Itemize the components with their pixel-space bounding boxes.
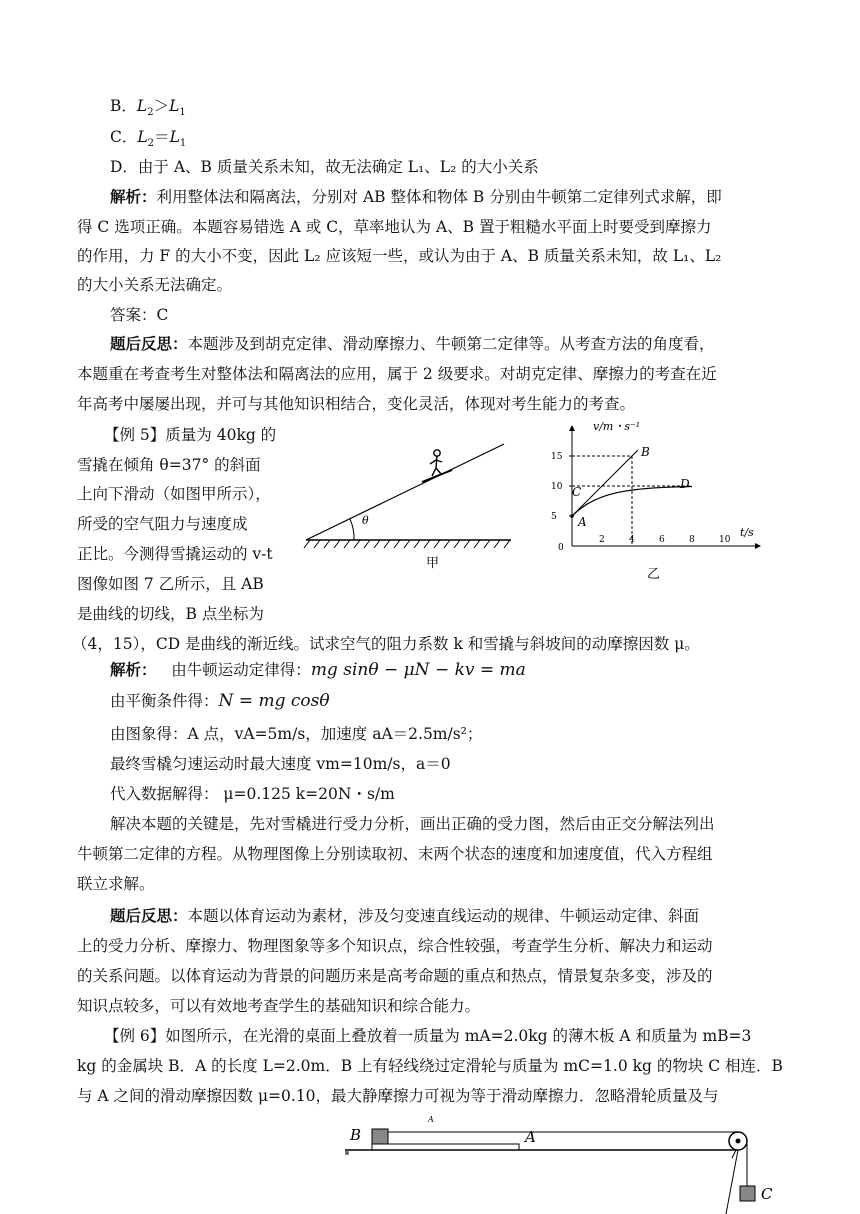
ex5-line-6: 图像如图 7 乙所示，且 AB bbox=[77, 575, 264, 593]
analysis-line-4: 的大小关系无法确定。 bbox=[77, 276, 233, 294]
block-c bbox=[740, 1186, 755, 1201]
xtick-10: 10 bbox=[719, 535, 731, 545]
figure-jia-caption: 甲 bbox=[426, 556, 440, 571]
board-a bbox=[372, 1144, 519, 1150]
analysis-line-3: 的作用，力 F 的大小不变，因此 L₂ 应该短一些，或认为由于 A、B 质量关系未知，故 L₁、L₂ bbox=[77, 247, 722, 265]
reflection-line-1: 题后反思：本题涉及到胡克定律、滑动摩擦力、牛顿第二定律等。从考查方法的角度看， bbox=[110, 334, 715, 353]
xtick-4: 4 bbox=[629, 535, 635, 545]
reflection-line-2: 本题重在考查考生对整体法和隔离法的应用，属于 2 级要求。对胡克定律、摩擦力的考查在近 bbox=[77, 365, 717, 383]
point-c-label: C bbox=[572, 485, 582, 499]
ytick-10: 10 bbox=[551, 482, 563, 492]
solution-line-2: 由平衡条件得：N = mg cosθ bbox=[110, 691, 330, 711]
key-line-3: 联立求解。 bbox=[77, 875, 155, 893]
solution-line-5: 代入数据解得： μ=0.125 k=20N・s/m bbox=[110, 785, 395, 803]
theta-label: θ bbox=[362, 514, 369, 527]
label-c: C bbox=[761, 1185, 773, 1203]
xtick-8: 8 bbox=[689, 535, 695, 545]
reflection2-line-3: 的关系问题。以体育运动为背景的问题历来是高考命题的重点和热点，情景复杂多变，涉及的 bbox=[77, 967, 713, 985]
key-line-2: 牛顿第二定律的方程。从物理图像上分别读取初、末两个状态的速度和加速度值，代入方程组 bbox=[77, 845, 713, 863]
ex5-line-4: 所受的空气阻力与速度成 bbox=[77, 515, 248, 533]
point-b-label: B bbox=[641, 445, 650, 459]
ytick-5: 5 bbox=[551, 512, 557, 522]
vt-graph bbox=[548, 418, 768, 583]
reflection2-line-1: 题后反思：本题以体育运动为素材，涉及匀变速直线运动的规律、牛顿运动定律、斜面 bbox=[110, 906, 700, 925]
ex5-line-5: 正比。今测得雪撬运动的 v-t bbox=[77, 545, 273, 563]
y-axis-label: v/m・s⁻¹ bbox=[593, 420, 641, 433]
pulley-figure bbox=[340, 1112, 780, 1214]
ex6-line-3: 与 A 之间的滑动摩擦因数 μ=0.10，最大静摩擦力可视为等于滑动摩擦力．忽略滑轮质量及与 bbox=[77, 1087, 719, 1105]
label-a: A bbox=[525, 1128, 536, 1146]
label-b: B bbox=[350, 1126, 362, 1144]
skier-icon bbox=[422, 450, 452, 482]
analysis-line-2: 得 C 选项正确。本题容易错选 A 或 C，草率地认为 A、B 置于粗糙水平面上时要受到摩擦力 bbox=[77, 218, 712, 236]
xtick-6: 6 bbox=[659, 535, 665, 545]
incline-figure bbox=[296, 440, 526, 575]
option-d: D．由于 A、B 质量关系未知，故无法确定 L₁、L₂ 的大小关系 bbox=[110, 158, 539, 176]
reflection2-line-4: 知识点较多，可以有效地考查学生的基础知识和综合能力。 bbox=[77, 997, 481, 1015]
solution-line-1: 解析： 由牛顿运动定律得：mg sinθ − μN − kv = ma bbox=[110, 660, 526, 680]
solution-line-3: 由图象得：A 点，vA=5m/s，加速度 aA＝2.5m/s²； bbox=[110, 725, 483, 743]
point-d-label: D bbox=[680, 477, 690, 491]
ex5-line-8: （4，15），CD 是曲线的渐近线。试求空气的阻力系数 k 和雪撬与斜坡间的动摩擦因数 μ。 bbox=[72, 635, 700, 653]
option-b: B．$L_2>L_1$ bbox=[110, 97, 186, 119]
ex5-line-3: 上向下滑动（如图甲所示）， bbox=[77, 485, 271, 503]
ex5-line-7: 是曲线的切线，B 点坐标为 bbox=[77, 605, 264, 623]
reflection-line-3: 年高考中屡屡出现，并可与其他知识相结合，变化灵活，体现对考生能力的考查。 bbox=[77, 395, 636, 413]
analysis-line-1: 解析：利用整体法和隔离法，分别对 AB 整体和物体 B 分别由牛顿第二定律列式求解，即 bbox=[110, 187, 722, 206]
block-b bbox=[372, 1129, 388, 1144]
origin-label: 0 bbox=[558, 543, 564, 553]
point-a bbox=[570, 514, 574, 518]
point-a-label: A bbox=[578, 515, 587, 529]
reflection2-line-2: 上的受力分析、摩擦力、物理图象等多个知识点，综合性较强，考查学生分析、解决力和运动 bbox=[77, 937, 713, 955]
figure-yi-caption: 乙 bbox=[647, 567, 661, 582]
xtick-2: 2 bbox=[599, 535, 605, 545]
key-line-1: 解决本题的关键是，先对雪橇进行受力分析，画出正确的受力图，然后由正交分解法列出 bbox=[110, 815, 715, 833]
answer: 答案：C bbox=[110, 306, 169, 324]
ex5-line-1: 【例 5】质量为 40kg 的 bbox=[104, 426, 277, 444]
ytick-15: 15 bbox=[551, 452, 563, 462]
ex6-line-2: kg 的金属块 B．A 的长度 L=2.0m．B 上有轻线绕过定滑轮与质量为 mC=1.0 kg 的物块 C 相连．B bbox=[77, 1057, 783, 1075]
fig6-top-label: A bbox=[428, 1115, 434, 1124]
ex6-line-1: 【例 6】如图所示，在光滑的桌面上叠放着一质量为 mA=2.0kg 的薄木板 A 和质量为 mB=3 bbox=[104, 1027, 752, 1045]
solution-line-4: 最终雪橇匀速运动时最大速度 vm=10m/s，a＝0 bbox=[110, 755, 451, 773]
option-c: C．$L_2=L_1$ bbox=[110, 128, 187, 150]
tangent-ab bbox=[572, 450, 638, 516]
x-axis-label: t/s bbox=[740, 526, 754, 539]
ex5-line-2: 雪撬在倾角 θ=37° 的斜面 bbox=[77, 456, 261, 474]
